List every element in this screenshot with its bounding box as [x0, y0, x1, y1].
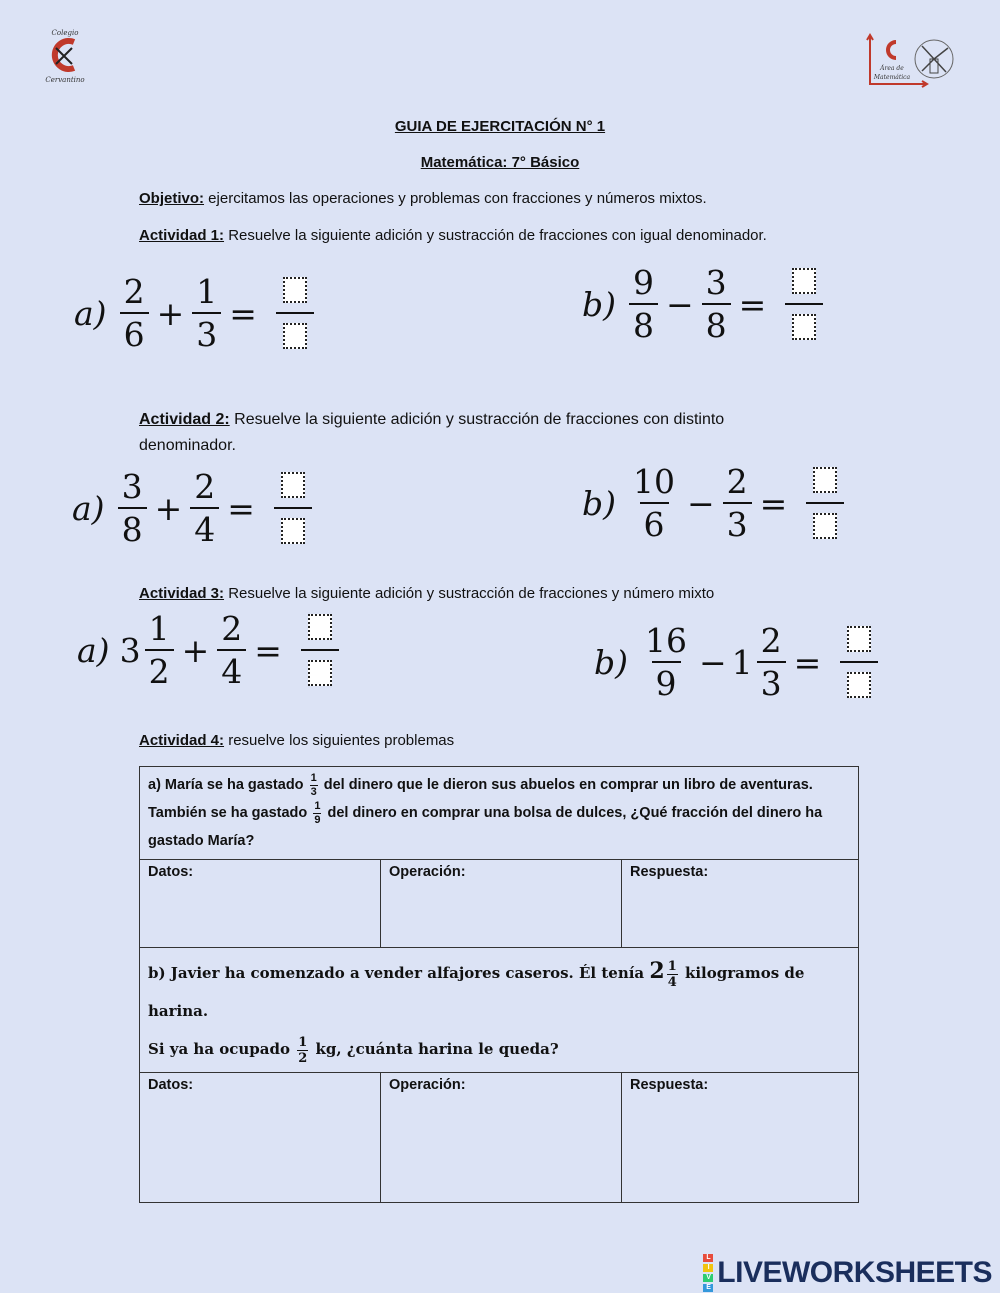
answer-fraction — [274, 472, 312, 544]
problem-b-data-cell[interactable]: Datos: — [140, 1073, 381, 1203]
objective: Objetivo: ejercitamos las operaciones y problemas con fracciones y números mixtos. — [139, 190, 707, 207]
problem-a-operation-cell[interactable]: Operación: — [381, 860, 622, 948]
answer-fraction — [806, 467, 844, 539]
problem-a-data-cell[interactable]: Datos: — [140, 860, 381, 948]
activity2-exercise-b: b) $\frac{10}{6}$ − $\frac{2}{3}$ = — [582, 465, 844, 541]
math-area-logo-right — [864, 32, 954, 90]
liveworksheets-watermark: L I V E LIVEWORKSHEETS — [703, 1253, 992, 1293]
svg-text:Colegio: Colegio — [51, 29, 79, 37]
problem-b: b) Javier ha comenzado a vender alfajores caseros. Él tenía 2 $\frac{1}{4}$ kilogramos de harina. Si ya ha ocupado $\frac{1}{2}$ kg, ¿cuánta harina le queda? — [140, 948, 859, 1073]
school-crest-icon — [44, 26, 86, 86]
denominator-input[interactable] — [283, 323, 307, 349]
school-logo-left — [44, 26, 86, 86]
problem-a: a) María se ha gastado $\frac{1}{3}$ del dinero que le dieron sus abuelos en comprar un libro de aventuras. También se ha gastado $\frac{1}{9}$ del dinero en comprar una bolsa de dulces, ¿Qué fracción del dinero ha gastado María? — [140, 767, 859, 860]
denominator-input[interactable] — [308, 660, 332, 686]
numerator-input[interactable] — [308, 614, 332, 640]
answer-fraction — [301, 614, 339, 686]
numerator-input[interactable] — [281, 472, 305, 498]
activity3-exercise-b: b) $\frac{16}{9}$ − 1 $\frac{2}{3}$ = — [594, 624, 878, 700]
page-title: GUIA DE EJERCITACIÓN N° 1 — [394, 118, 606, 135]
problems-table — [139, 766, 859, 1203]
denominator-input[interactable] — [847, 672, 871, 698]
page-subtitle: Matemática: 7° Básico — [420, 154, 580, 171]
answer-fraction — [840, 626, 878, 698]
liveworksheets-icon: L I V E — [703, 1253, 713, 1293]
denominator-input[interactable] — [813, 513, 837, 539]
activity1-exercise-b: b) $\frac{9}{8}$ − $\frac{3}{8}$ = — [582, 266, 823, 342]
answer-fraction — [785, 268, 823, 340]
activity1-exercise-a: a) $\frac{2}{6}$ + $\frac{1}{3}$ = — [74, 275, 314, 351]
numerator-input[interactable] — [283, 277, 307, 303]
svg-text:Área de: Área de — [880, 65, 904, 72]
activity3-exercise-a: a) 3 $\frac{1}{2}$ + $\frac{2}{4}$ = — [77, 612, 339, 688]
math-area-icon — [864, 32, 954, 90]
svg-text:Cervantino: Cervantino — [45, 76, 85, 84]
activity3-instructions: Actividad 3: Resuelve la siguiente adición y sustracción de fracciones y número mixto — [139, 585, 715, 602]
denominator-input[interactable] — [281, 518, 305, 544]
activity2-exercise-a: a) $\frac{3}{8}$ + $\frac{2}{4}$ = — [72, 470, 312, 546]
numerator-input[interactable] — [813, 467, 837, 493]
activity4-instructions: Actividad 4: resuelve los siguientes problemas — [139, 732, 455, 749]
svg-text:Matemática: Matemática — [873, 74, 911, 81]
numerator-input[interactable] — [792, 268, 816, 294]
activity1-instructions: Actividad 1: Resuelve la siguiente adición y sustracción de fracciones con igual denominador. — [139, 227, 767, 244]
activity2-instructions: Actividad 2: Resuelve la siguiente adición y sustracción de fracciones con distinto denominador. — [139, 411, 725, 454]
answer-fraction — [276, 277, 314, 349]
problem-a-answer-cell[interactable]: Respuesta: — [622, 860, 859, 948]
problem-b-operation-cell[interactable]: Operación: — [381, 1073, 622, 1203]
denominator-input[interactable] — [792, 314, 816, 340]
problem-b-answer-cell[interactable]: Respuesta: — [622, 1073, 859, 1203]
numerator-input[interactable] — [847, 626, 871, 652]
